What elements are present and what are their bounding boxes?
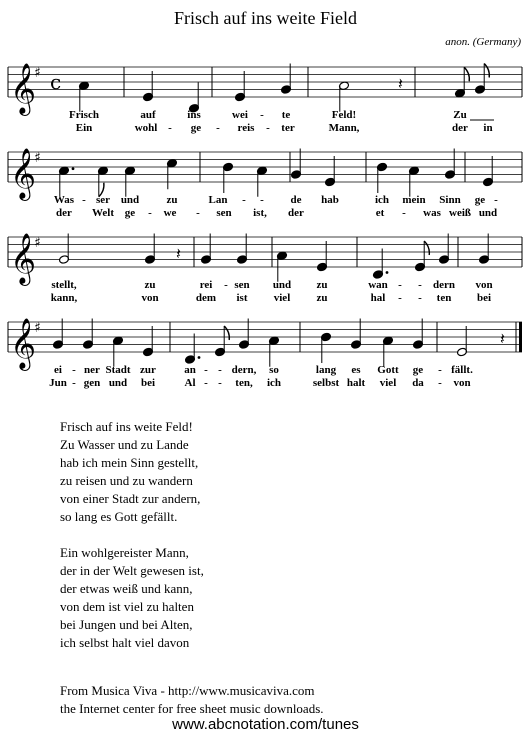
poem-text (60, 418, 204, 652)
sharp-icon: ♯ (34, 150, 41, 166)
lyric-syllable: zu (316, 279, 328, 291)
lyric-syllable: - (266, 122, 270, 134)
lyric-syllable: ten (436, 292, 452, 304)
song-title: Frisch auf ins weite Field (174, 8, 357, 28)
lyric-syllable: mein (402, 194, 426, 206)
final-barline-thick (519, 322, 522, 352)
lyric-syllable: in (483, 122, 493, 134)
lyric-syllable: Welt (92, 207, 114, 219)
footer-line-2: the Internet center for free sheet music downloads. (60, 701, 324, 716)
lyric-syllable: ge (474, 194, 486, 206)
footer-line-1: From Musica Viva - http://www.musicaviva.com (60, 683, 315, 698)
lyric-syllable: und (272, 279, 292, 291)
dot (72, 167, 75, 170)
eighth-flag (424, 241, 429, 255)
lyric-syllable: selbst (312, 377, 340, 389)
lyric-syllable: so (269, 364, 279, 376)
lyric-syllable: Sinn (439, 194, 461, 206)
lyric-syllable: wan (368, 279, 388, 291)
lyric-syllable: ist, (253, 207, 267, 219)
lyric-syllable: - (398, 279, 402, 291)
lyric-syllable: - (204, 377, 208, 389)
lyric-syllable: - (224, 279, 228, 291)
lyric-syllable: rei (199, 279, 213, 291)
treble-clef-icon: 𝄞 (10, 233, 37, 284)
lyric-syllable: weiß (449, 207, 471, 219)
lyric-syllable: - (218, 377, 222, 389)
poem-line: der etwas weiß und kann, (60, 581, 193, 596)
lyric-syllable: Stadt (105, 364, 131, 376)
lyric-syllable: - (438, 377, 442, 389)
lyric-syllable: fällt. (451, 364, 473, 376)
lyric-syllable: dem (195, 292, 217, 304)
lyric-syllable: - (82, 194, 86, 206)
lyric-syllable: we (163, 207, 177, 219)
lyric-syllable: der (452, 122, 468, 134)
poem-line: von einer Stadt zur andern, (60, 491, 201, 506)
lyric-syllable: Zu (453, 109, 467, 121)
composer-credit: anon. (Germany) (445, 36, 521, 48)
lyric-syllable: de (290, 194, 302, 206)
sharp-icon: ♯ (34, 320, 41, 336)
lyric-syllable: - (242, 194, 246, 206)
lyric-syllable: von (141, 292, 159, 304)
lyric-syllable: Frisch (69, 109, 99, 121)
lyric-syllable: dern (433, 279, 455, 291)
lyric-syllable: Mann, (328, 122, 360, 134)
lyric-syllable: ist (236, 292, 248, 304)
sharp-icon: ♯ (34, 65, 41, 81)
poem-line: der in der Welt gewesen ist, (60, 563, 204, 578)
lyric-syllable: - (260, 109, 264, 121)
lyric-syllable: Ein (75, 122, 93, 134)
lyric-syllable: viel (379, 377, 397, 389)
lyric-syllable: et (375, 207, 385, 219)
lyric-syllable: und (478, 207, 498, 219)
lyric-syllable: an (184, 364, 196, 376)
treble-clef-icon: 𝄞 (10, 148, 37, 199)
rest-icon: 𝄽 (176, 244, 181, 263)
lyric-syllable: zu (316, 292, 328, 304)
lyric-syllable: was (423, 207, 441, 219)
lyric-syllable: - (218, 364, 222, 376)
rest-icon: 𝄽 (500, 329, 505, 348)
lyric-syllable: ei (54, 364, 62, 376)
lyric-syllable: kann, (50, 292, 78, 304)
lyric-syllable: da (412, 377, 424, 389)
poem-line: Ein wohlgereister Mann, (60, 545, 189, 560)
lyric-syllable: - (204, 364, 208, 376)
poem-line: bei Jungen und bei Alten, (60, 617, 193, 632)
lyric-syllable: - (438, 364, 442, 376)
lyric-syllable: gen (83, 377, 101, 389)
lyric-syllable: - (196, 207, 200, 219)
eighth-flag (484, 64, 489, 78)
lyric-syllable: reis (237, 122, 255, 134)
lyric-syllable: - (418, 292, 422, 304)
lyric-syllable: stellt, (51, 279, 77, 291)
lyric-syllable: ner (84, 364, 100, 376)
lyric-syllable: - (216, 122, 220, 134)
treble-clef-icon: 𝄞 (10, 318, 37, 369)
poem-line: Zu Wasser und zu Lande (60, 437, 189, 452)
lyric-syllable: - (402, 207, 406, 219)
lyric-syllable: halt (346, 377, 366, 389)
lyric-syllable: der (56, 207, 72, 219)
lyric-syllable: Lan (208, 194, 228, 206)
site-url[interactable]: www.abcnotation.com/tunes (172, 716, 359, 733)
poem-line: hab ich mein Sinn gestellt, (60, 455, 199, 470)
lyric-syllable: sen (234, 279, 250, 291)
lyric-syllable: ser (95, 194, 111, 206)
lyric-syllable: der (288, 207, 304, 219)
lyric-syllable: zu (166, 194, 178, 206)
lyric-syllable: - (72, 377, 76, 389)
lyric-syllable: von (453, 377, 471, 389)
lyric-syllable: Al (184, 377, 196, 389)
lyric-syllable: und (108, 377, 128, 389)
dot (198, 356, 201, 359)
eighth-flag (224, 326, 229, 340)
lyric-syllable: es (351, 364, 361, 376)
lyric-syllable: ge (124, 207, 136, 219)
lyric-syllable: lang (315, 364, 337, 376)
lyric-syllable: ich (266, 377, 282, 389)
lyric-syllable: zu (144, 279, 156, 291)
dot (386, 271, 389, 274)
lyric-syllable: und (120, 194, 140, 206)
lyric-syllable: Gott (377, 364, 399, 376)
lyric-syllable: - (168, 122, 172, 134)
lyric-syllable: dern, (231, 364, 257, 376)
lyric-syllable: auf (140, 109, 156, 121)
poem-stanza-gap (60, 526, 204, 544)
lyric-syllable: Jun (49, 377, 67, 389)
lyric-syllable: te (281, 109, 291, 121)
lyric-syllable: wohl (134, 122, 158, 134)
lyric-syllable: hab (321, 194, 339, 206)
lyric-syllable: bei (140, 377, 156, 389)
sharp-icon: ♯ (34, 235, 41, 251)
lyric-syllable: zur (140, 364, 156, 376)
lyric-syllable: - (72, 364, 76, 376)
lyric-syllable: Feld! (331, 109, 357, 121)
lyric-syllable: Was (53, 194, 75, 206)
lyric-syllable: ter (281, 122, 295, 134)
lyric-syllable: ins (187, 109, 201, 121)
treble-clef-icon: 𝄞 (10, 63, 37, 114)
lyric-syllable: - (398, 292, 402, 304)
lyric-syllable: ten, (235, 377, 253, 389)
lyric-syllable: - (148, 207, 152, 219)
lyric-syllable: wei (232, 109, 248, 121)
lyric-syllable: - (418, 279, 422, 291)
common-time-icon: c (50, 70, 62, 94)
poem-line: Frisch auf ins weite Feld! (60, 419, 193, 434)
poem-line: ich selbst halt viel davon (60, 635, 190, 650)
lyric-syllable: ge (412, 364, 424, 376)
lyric-syllable: sen (216, 207, 232, 219)
lyric-syllable: hal (370, 292, 386, 304)
poem-line: so lang es Gott gefällt. (60, 509, 178, 524)
poem-line: zu reisen und zu wandern (60, 473, 193, 488)
lyric-syllable: viel (273, 292, 291, 304)
lyric-syllable: bei (476, 292, 492, 304)
lyric-syllable: von (475, 279, 493, 291)
lyric-syllable: ge (190, 122, 202, 134)
lyric-syllable: ich (374, 194, 390, 206)
poem-line: von dem ist viel zu halten (60, 599, 194, 614)
lyric-syllable: - (494, 194, 498, 206)
lyric-syllable: - (260, 194, 264, 206)
footer-credits (60, 682, 324, 718)
rest-icon: 𝄽 (398, 74, 403, 93)
